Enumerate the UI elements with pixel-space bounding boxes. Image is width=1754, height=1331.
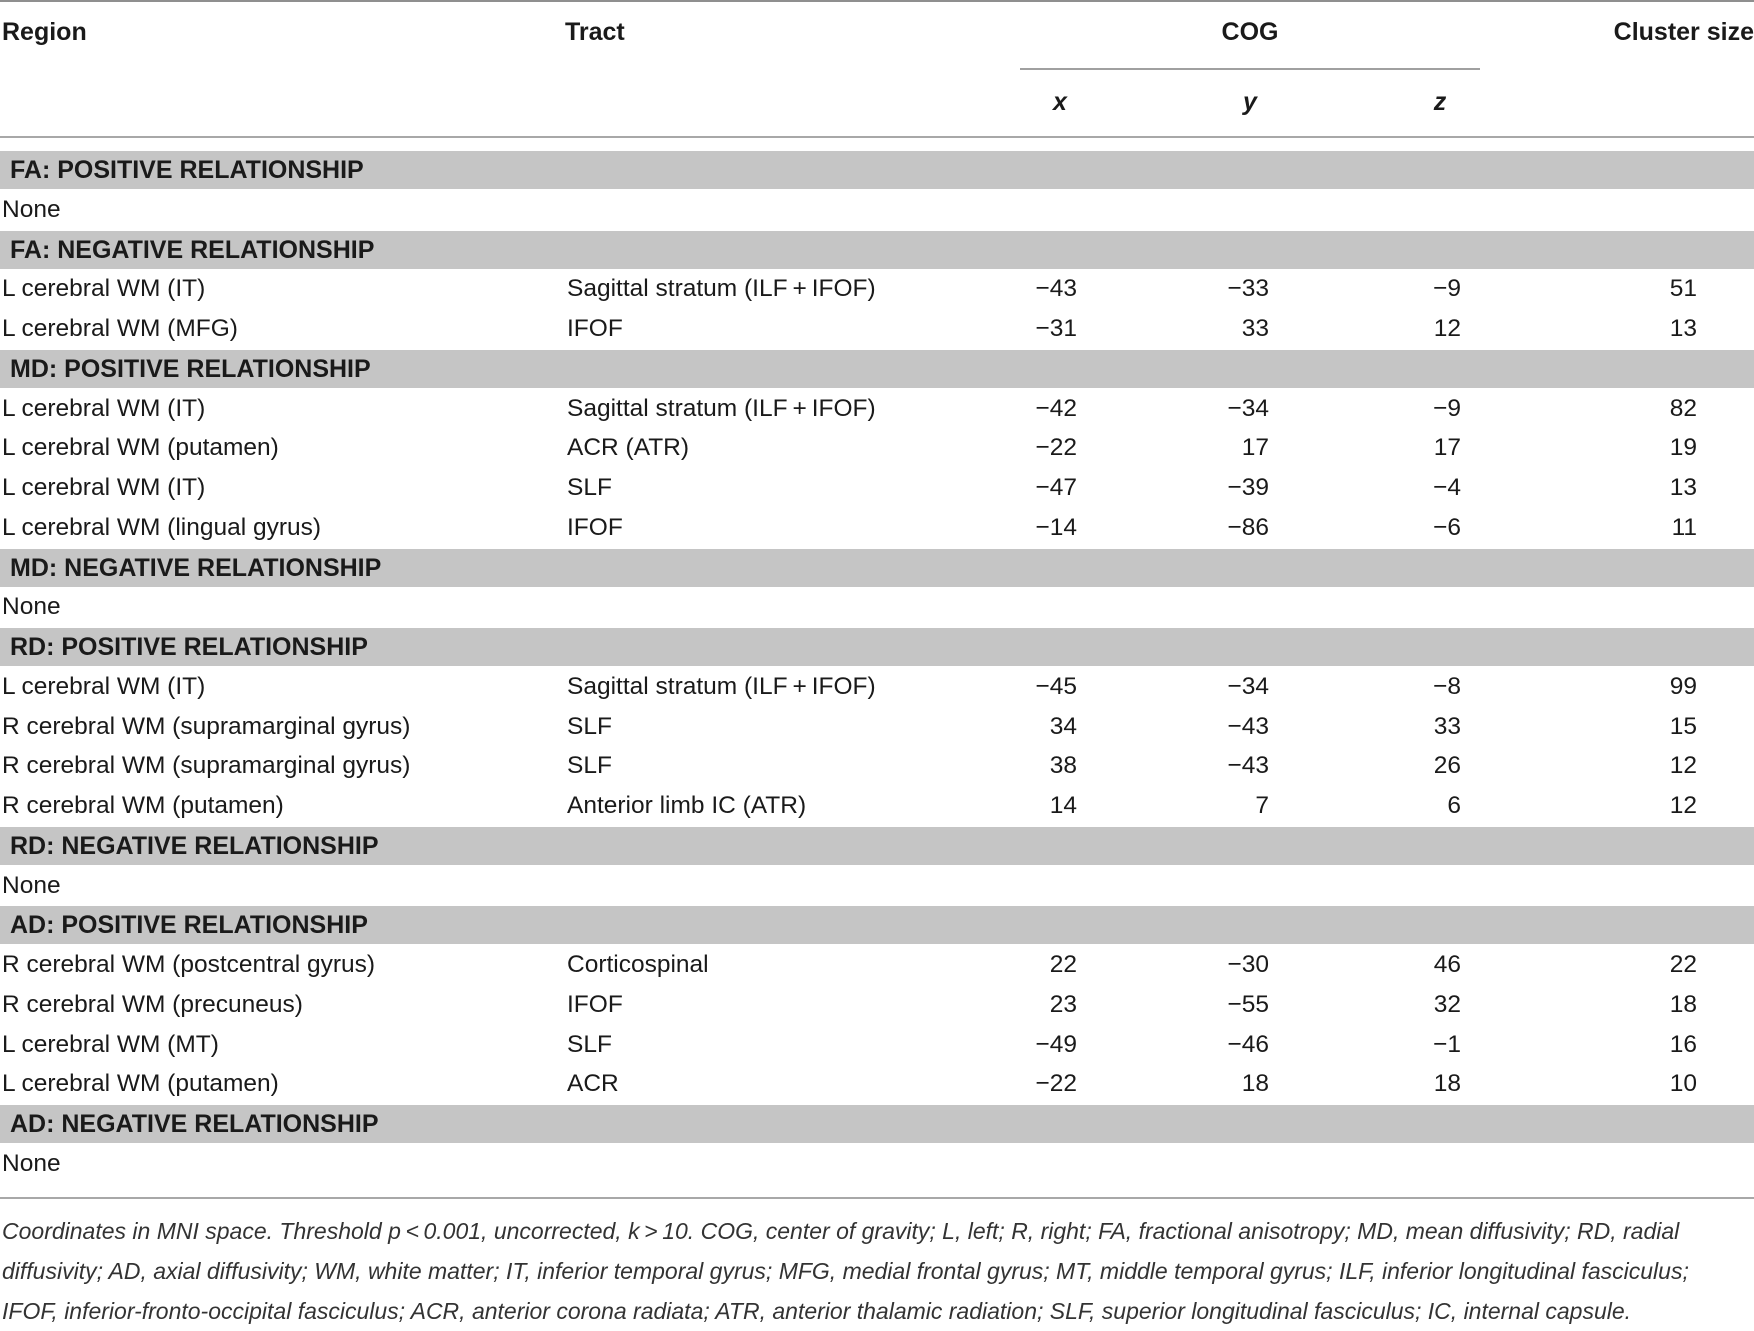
- cluster-size-cell: 99: [1669, 672, 1697, 700]
- x-cell: −42: [1035, 394, 1077, 422]
- y-cell: −46: [1227, 1030, 1269, 1058]
- region-cell: R cerebral WM (supramarginal gyrus): [2, 712, 411, 740]
- section-label: MD: NEGATIVE RELATIONSHIP: [10, 553, 382, 582]
- cluster-size-cell: 13: [1669, 474, 1697, 501]
- table-row: [0, 429, 1754, 467]
- x-cell: 22: [1049, 951, 1077, 978]
- z-cell: −4: [1433, 474, 1461, 501]
- cluster-size-cell: 12: [1669, 752, 1697, 780]
- table-row-none: [0, 867, 1754, 905]
- header-tract: Tract: [565, 18, 625, 46]
- x-cell: −49: [1035, 1030, 1077, 1058]
- header-z: z: [1433, 88, 1447, 116]
- y-cell: 7: [1255, 792, 1269, 819]
- section-header-row: [0, 906, 1754, 944]
- region-cell: R cerebral WM (supramarginal gyrus): [2, 752, 411, 780]
- table-row: [0, 509, 1754, 547]
- z-cell: −6: [1433, 513, 1461, 541]
- x-cell: −22: [1035, 1070, 1077, 1098]
- table-row-none: [0, 191, 1754, 229]
- cluster-size-cell: 15: [1669, 712, 1697, 740]
- section-header-row: [0, 151, 1754, 189]
- header-y: y: [1243, 88, 1257, 116]
- section-label: AD: NEGATIVE RELATIONSHIP: [10, 1110, 379, 1138]
- section-label: RD: POSITIVE RELATIONSHIP: [10, 633, 368, 661]
- cluster-size-cell: 19: [1669, 434, 1697, 462]
- section-label: FA: POSITIVE RELATIONSHIP: [10, 156, 364, 184]
- cluster-size-cell: 82: [1669, 394, 1697, 422]
- tract-cell: ACR: [567, 1070, 619, 1098]
- table-row: [0, 708, 1754, 746]
- tract-cell: SLF: [567, 712, 612, 740]
- x-cell: 14: [1049, 792, 1077, 819]
- top-rule: [0, 0, 1754, 2]
- section-header-row: [0, 231, 1754, 269]
- y-cell: −34: [1227, 672, 1269, 700]
- z-cell: −8: [1433, 672, 1461, 700]
- z-cell: 32: [1433, 990, 1461, 1018]
- table-row: [0, 1026, 1754, 1064]
- none-label: None: [2, 871, 61, 899]
- cluster-size-cell: 11: [1671, 513, 1697, 541]
- x-cell: −22: [1035, 434, 1077, 462]
- section-header-row: [0, 549, 1754, 587]
- none-label: None: [2, 195, 61, 223]
- section-header-row: [0, 350, 1754, 388]
- table-row: [0, 1065, 1754, 1103]
- region-cell: L cerebral WM (putamen): [2, 434, 279, 462]
- tract-cell: Sagittal stratum (ILF + IFOF): [567, 275, 876, 303]
- table-row: [0, 946, 1754, 984]
- cluster-size-cell: 13: [1669, 315, 1697, 342]
- table-row: [0, 390, 1754, 428]
- table-footnote: Coordinates in MNI space. Threshold p < 0.001, uncorrected, k > 10. COG, center of gravity; L, left; R, right; FA, fractional anisotropy; MD, mean diffusivity; RD, radial diffusivity; AD, axial diffusivity; WM, white matter; IT, inferior temporal gyrus; MFG, medial frontal gyrus; MT, middle temporal gyrus; ILF, inferior longitudinal fasciculus; IFOF, inferior-fronto-occipital fasciculus; ACR, anterior corona radiata; ATR, anterior thalamic radiation; SLF, superior longitudinal fasciculus; IC, internal capsule.: [2, 1218, 1689, 1324]
- header-rule: [0, 136, 1754, 138]
- tract-cell: Corticospinal: [567, 951, 709, 978]
- z-cell: 26: [1433, 752, 1461, 780]
- table-row: [0, 986, 1754, 1024]
- y-cell: −33: [1227, 275, 1269, 303]
- region-cell: L cerebral WM (MFG): [2, 315, 238, 342]
- y-cell: −55: [1227, 990, 1269, 1018]
- table-row-none: [0, 1145, 1754, 1183]
- x-cell: −47: [1035, 474, 1077, 501]
- tract-cell: IFOF: [567, 513, 623, 541]
- section-label: AD: POSITIVE RELATIONSHIP: [10, 911, 368, 940]
- z-cell: 46: [1433, 951, 1461, 978]
- z-cell: 6: [1447, 792, 1461, 819]
- table-row: [0, 787, 1754, 825]
- tract-cell: IFOF: [567, 315, 623, 342]
- header-cog: COG: [1221, 18, 1279, 46]
- cluster-size-cell: 22: [1669, 951, 1697, 978]
- cog-rule: [1020, 68, 1480, 70]
- z-cell: 18: [1433, 1070, 1461, 1098]
- y-cell: 17: [1241, 434, 1269, 462]
- section-label: MD: POSITIVE RELATIONSHIP: [10, 354, 371, 383]
- tract-cell: Sagittal stratum (ILF + IFOF): [567, 394, 876, 422]
- cluster-size-cell: 16: [1669, 1030, 1697, 1058]
- region-cell: L cerebral WM (lingual gyrus): [2, 513, 322, 541]
- section-label: RD: NEGATIVE RELATIONSHIP: [10, 831, 379, 860]
- header-cluster-size: Cluster size: [1613, 18, 1754, 46]
- y-cell: −43: [1227, 752, 1269, 780]
- section-header-row: [0, 1105, 1754, 1143]
- x-cell: 34: [1049, 712, 1077, 740]
- y-cell: −43: [1227, 712, 1269, 740]
- region-cell: R cerebral WM (precuneus): [2, 990, 303, 1018]
- tract-cell: ACR (ATR): [567, 434, 690, 462]
- x-cell: 23: [1049, 990, 1077, 1018]
- section-header-row: [0, 827, 1754, 865]
- region-cell: L cerebral WM (IT): [2, 275, 206, 303]
- tract-cell: IFOF: [567, 990, 623, 1018]
- z-cell: −1: [1433, 1030, 1461, 1058]
- region-cell: L cerebral WM (putamen): [2, 1070, 279, 1098]
- z-cell: −9: [1433, 275, 1461, 303]
- x-cell: 38: [1049, 752, 1077, 780]
- tract-cell: SLF: [567, 474, 612, 501]
- section-label: FA: NEGATIVE RELATIONSHIP: [10, 235, 375, 264]
- region-cell: R cerebral WM (postcentral gyrus): [2, 951, 376, 978]
- y-cell: −30: [1227, 951, 1269, 978]
- y-cell: 33: [1241, 315, 1269, 342]
- y-cell: −39: [1227, 474, 1269, 501]
- z-cell: 33: [1433, 712, 1461, 740]
- x-cell: −45: [1035, 672, 1077, 700]
- none-label: None: [2, 1149, 61, 1177]
- y-cell: −86: [1227, 513, 1269, 541]
- header-region: Region: [2, 18, 87, 46]
- table-row: [0, 668, 1754, 706]
- region-cell: L cerebral WM (IT): [2, 672, 206, 700]
- region-cell: L cerebral WM (MT): [2, 1030, 219, 1058]
- none-label: None: [2, 593, 61, 621]
- x-cell: −43: [1035, 275, 1077, 303]
- region-cell: L cerebral WM (IT): [2, 394, 206, 422]
- tract-cell: SLF: [567, 752, 612, 780]
- tract-cell: SLF: [567, 1030, 612, 1058]
- region-cell: R cerebral WM (putamen): [2, 792, 284, 819]
- region-cell: L cerebral WM (IT): [2, 474, 206, 501]
- header-x: x: [1053, 88, 1067, 116]
- cluster-size-cell: 10: [1669, 1070, 1697, 1098]
- y-cell: 18: [1241, 1070, 1269, 1098]
- y-cell: −34: [1227, 394, 1269, 422]
- bottom-rule: [0, 1197, 1754, 1199]
- z-cell: −9: [1433, 394, 1461, 422]
- table-row: [0, 469, 1754, 507]
- z-cell: 17: [1433, 434, 1461, 462]
- tract-cell: Anterior limb IC (ATR): [567, 792, 807, 819]
- cluster-size-cell: 18: [1669, 990, 1697, 1018]
- cluster-size-cell: 51: [1669, 275, 1697, 303]
- table-row: [0, 270, 1754, 308]
- x-cell: −14: [1035, 513, 1077, 541]
- z-cell: 12: [1433, 315, 1461, 342]
- table-row: [0, 747, 1754, 785]
- table-row-none: [0, 588, 1754, 626]
- cluster-size-cell: 12: [1669, 792, 1697, 819]
- tract-cell: Sagittal stratum (ILF + IFOF): [567, 672, 876, 700]
- x-cell: −31: [1035, 315, 1077, 342]
- table-row: [0, 310, 1754, 348]
- section-header-row: [0, 628, 1754, 666]
